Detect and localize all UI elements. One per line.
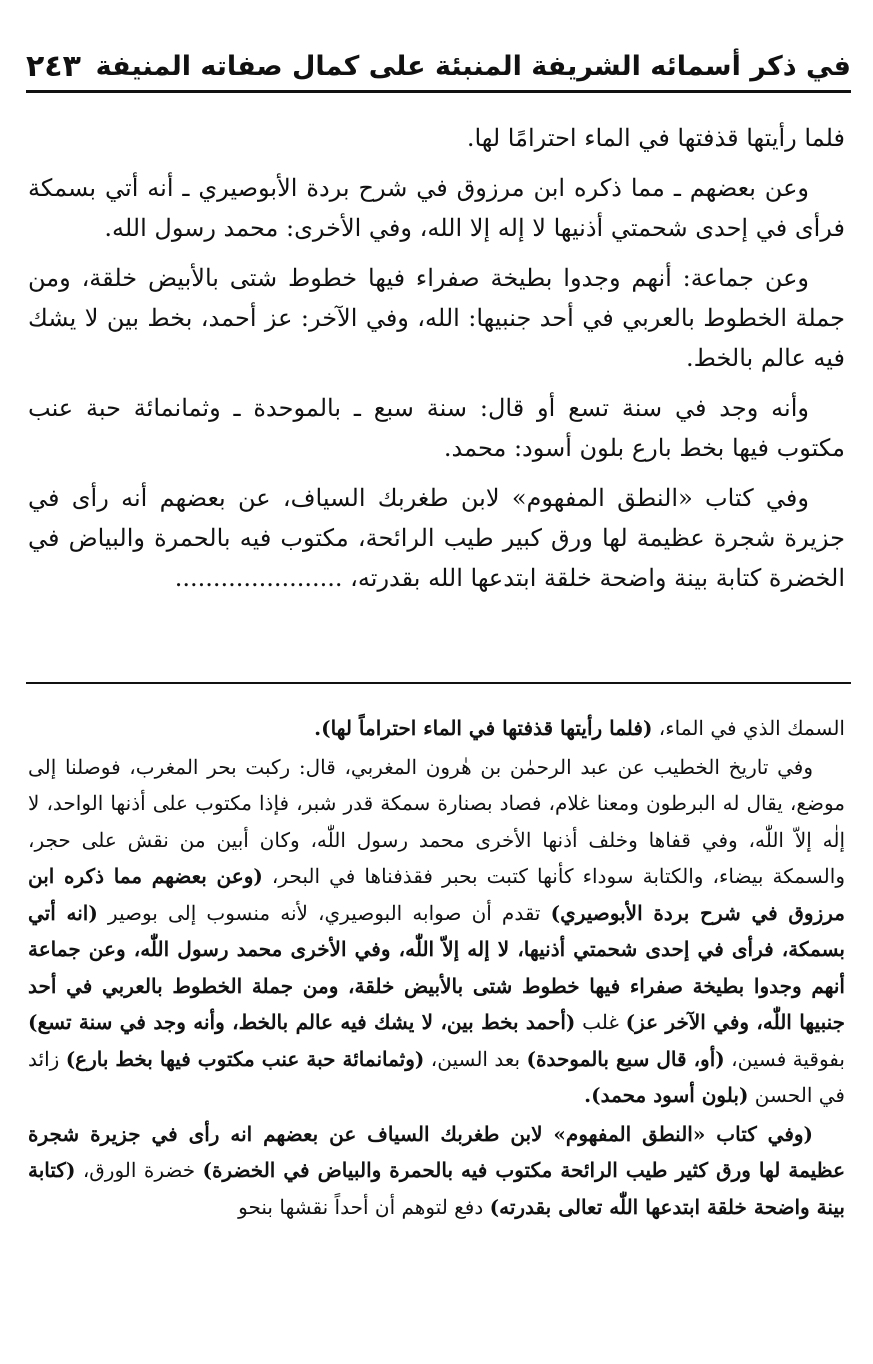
note-paragraph bbox=[28, 1116, 845, 1226]
note-text: وفي تاريخ الخطيب عن عبد الرحمٰن بن هٰرون المغربي، قال: ركبت بحر المغرب، فوصلنا إلى موضع، يقال له البرطون ومعنا غلام، فصاد بصنارة سمكة قدر شبر، فإذا مكتوب على أذنها الواحد، لا إلٰه إلاّ اللّٰه، وفي قفاها وخلف أذنها الأخرى محمد رسول اللّٰه، وكان أبين من نقش على حجر، والسمكة بيضاء، والكتابة سوداء كأنها كتبت بحبر فقذفناها في البحر، bbox=[28, 754, 845, 888]
main-paragraph: وأنه وجد في سنة تسع أو قال: سنة سبع ـ بالموحدة ـ وثمانمائة حبة عنب مكتوب فيها بخط بارع بلون أسود: محمد. bbox=[28, 394, 845, 462]
note-text: دفع لتوهم أن أحداً نقشها بنحو bbox=[238, 1194, 490, 1219]
main-paragraph: فلما رأيتها قذفتها في الماء احترامًا لها. bbox=[466, 124, 845, 152]
ellipsis-dots: ...................... bbox=[174, 564, 343, 592]
note-text: زائد في الحسن bbox=[28, 1046, 845, 1107]
footnote-divider bbox=[26, 682, 851, 684]
main-paragraph: وعن جماعة: أنهم وجدوا بطيخة صفراء فيها خطوط شتى بالأبيض خلقة، ومن جملة الخطوط بالعربي في أحد جنبيها: الله، وفي الآخر: عز أحمد، بخط بين لا يشك فيه عالم بالخط. bbox=[28, 264, 845, 372]
note-quote: (أو، قال سبع بالموحدة) bbox=[526, 1046, 725, 1071]
note-quote: (بلون أسود محمد). bbox=[584, 1083, 749, 1107]
note-text: بعد السين، bbox=[424, 1046, 527, 1071]
note-quote: (وثمانمائة حبة عنب مكتوب فيها بخط بارع) bbox=[65, 1046, 425, 1071]
note-text: غلب bbox=[575, 1010, 626, 1034]
note-text: خضرة الورق، bbox=[75, 1158, 203, 1182]
note-quote: (انه أتي بسمكة، فرأى في إحدى شحمتي أذنيها، لا إله إلاّ اللّٰه، وفي الأخرى محمد رسول اللّٰه، وعن جماعة أنهم وجدوا بطيخة صفراء فيها خطوط شتى بالأبيض خلقة، ومن جملة الخطوط بالعربي في أحد جنبيها اللّٰه، وفي الآخر عز) bbox=[28, 900, 845, 1034]
note-quote: (كتابة بينة واضحة خلقة ابتدعها اللّٰه تعالى بقدرته) bbox=[28, 1158, 845, 1219]
main-text bbox=[28, 118, 845, 608]
main-paragraph: وعن بعضهم ـ مما ذكره ابن مرزوق في شرح بردة الأبوصيري ـ أنه أتي بسمكة فرأى في إحدى شحمتي أذنيها لا إله إلا الله، وفي الأخرى: محمد رسول الله. bbox=[28, 174, 845, 242]
note-paragraph bbox=[28, 749, 845, 1114]
note-quote: (وفي كتاب «النطق المفهوم» لابن طغربك السياف عن بعضهم انه رأى في جزيرة شجرة عظيمة لها ورق كثير طيب الرائحة مكتوب فيه بالحمرة والبياض في الخضرة) bbox=[28, 1121, 846, 1182]
main-paragraph bbox=[28, 478, 845, 598]
paragraph-text: وفي كتاب «النطق المفهوم» لابن طغربك السياف، عن بعضهم أنه رأى في جزيرة شجرة عظيمة لها ورق كبير طيب الرائحة، مكتوب فيه بالحمرة والبياض في الخضرة كتابة بينة واضحة خلقة ابتدعها الله بقدرته، bbox=[28, 484, 845, 592]
note-text: السمك الذي في الماء، bbox=[652, 716, 845, 740]
commentary-notes bbox=[28, 710, 845, 1227]
page-header bbox=[26, 38, 851, 93]
note-quote: (أحمد بخط بين، لا يشك فيه عالم بالخط، وأنه وجد في سنة تسع) bbox=[28, 1010, 576, 1034]
note-text: بفوقية فسين، bbox=[724, 1046, 845, 1071]
note-quote: (وعن بعضهم مما ذكره ابن مرزوق في شرح بردة الأبوصيري) bbox=[28, 864, 845, 925]
page-number: ٢٤٣ bbox=[26, 49, 81, 84]
note-quote: (فلما رأيتها قذفتها في الماء احتراماً لها). bbox=[314, 716, 653, 740]
note-paragraph bbox=[28, 710, 845, 747]
note-text: تقدم أن صوابه البوصيري، لأنه منسوب إلى بوصير bbox=[97, 900, 551, 925]
running-title: في ذكر أسمائه الشريفة المنبئة على كمال صفاته المنيفة bbox=[95, 51, 851, 82]
